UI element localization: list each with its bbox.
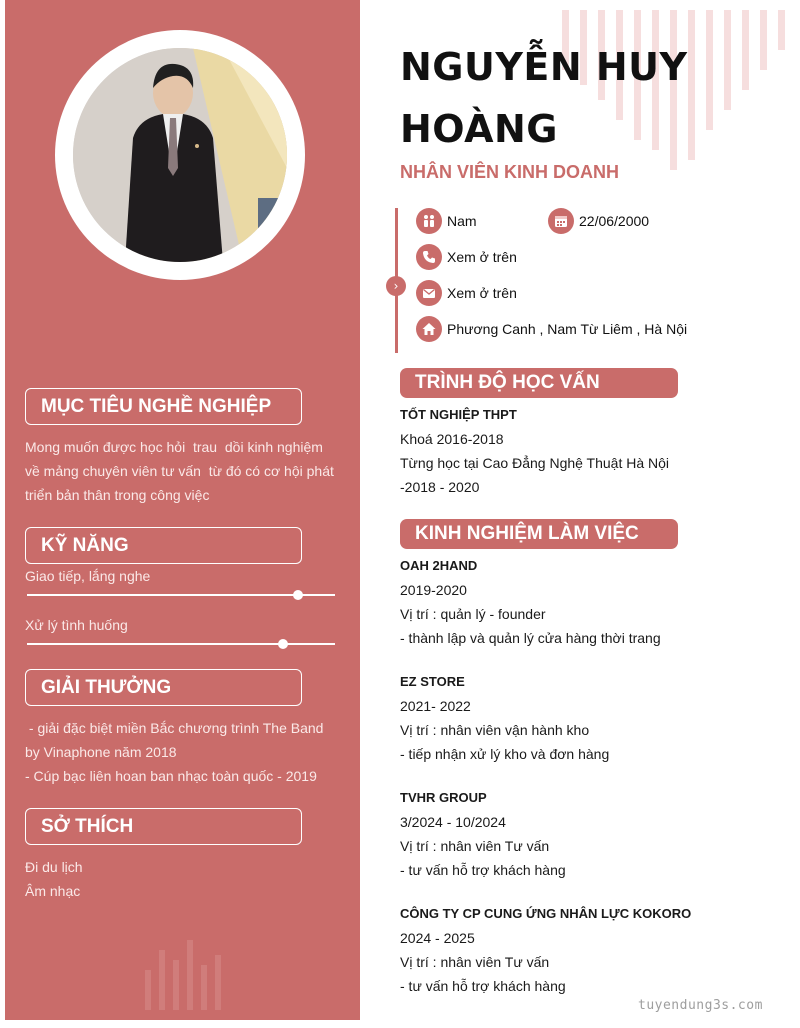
gender-icon bbox=[416, 208, 442, 234]
job-period: 2021- 2022 bbox=[400, 698, 471, 714]
experience-title: KINH NGHIỆM LÀM VIỆC bbox=[400, 519, 678, 549]
education-line: -2018 - 2020 bbox=[400, 479, 480, 495]
gender-value: Nam bbox=[447, 213, 477, 229]
phone-info bbox=[416, 244, 517, 270]
job-entry bbox=[400, 902, 691, 998]
job-desc: - thành lập và quản lý cửa hàng thời trang bbox=[400, 630, 661, 646]
awards-text bbox=[25, 716, 340, 788]
name-line: NGUYỄN HUY bbox=[400, 45, 688, 89]
address-info bbox=[416, 316, 687, 342]
hobbies-text bbox=[25, 855, 340, 903]
email-value: Xem ở trên bbox=[447, 285, 517, 301]
address-value: Phương Canh , Nam Từ Liêm , Hà Nội bbox=[447, 321, 688, 337]
education-line: Từng học tại Cao Đẳng Nghệ Thuật Hà Nội bbox=[400, 455, 670, 471]
job-entry bbox=[400, 786, 566, 882]
phone-icon bbox=[416, 244, 442, 270]
job-company: EZ STORE bbox=[400, 674, 465, 689]
person-name bbox=[400, 36, 688, 160]
job-desc: - tư vấn hỗ trợ khách hàng bbox=[400, 978, 566, 994]
job-role: Vị trí : quản lý - founder bbox=[400, 606, 546, 622]
hobby-item: Đi du lịch bbox=[25, 859, 83, 875]
education-title: TRÌNH ĐỘ HỌC VẤN bbox=[400, 368, 678, 398]
envelope-icon bbox=[416, 280, 442, 306]
job-period: 2024 - 2025 bbox=[400, 930, 475, 946]
skill-label: Giao tiếp, lắng nghe bbox=[25, 568, 151, 584]
sidebar bbox=[5, 0, 360, 1020]
avatar bbox=[73, 48, 287, 262]
job-role: Vị trí : nhân viên Tư vấn bbox=[400, 954, 550, 970]
job-role: Vị trí : nhân viên Tư vấn bbox=[400, 838, 550, 854]
home-icon bbox=[416, 316, 442, 342]
skill-bar bbox=[27, 643, 335, 645]
phone-value: Xem ở trên bbox=[447, 249, 517, 265]
birthdate-value: 22/06/2000 bbox=[579, 213, 650, 229]
job-entry bbox=[400, 670, 609, 766]
objective-text bbox=[25, 435, 340, 507]
calendar-icon bbox=[548, 208, 574, 234]
award-line: - Cúp bạc liên hoan ban nhạc toàn quốc - 2019 bbox=[25, 768, 317, 784]
awards-title: GIẢI THƯỞNG bbox=[25, 669, 302, 706]
education-line: Khoá 2016-2018 bbox=[400, 431, 504, 447]
job-company: CÔNG TY CP CUNG ỨNG NHÂN LỰC KOKORO bbox=[400, 906, 692, 921]
award-line: by Vinaphone năm 2018 bbox=[25, 744, 177, 760]
objective-title: MỤC TIÊU NGHỀ NGHIỆP bbox=[25, 388, 302, 425]
decorative-bars bbox=[145, 940, 235, 1010]
hobbies-title: SỞ THÍCH bbox=[25, 808, 302, 845]
skill-label: Xử lý tình huống bbox=[25, 617, 128, 633]
skills-title: KỸ NĂNG bbox=[25, 527, 302, 564]
name-line: HOÀNG bbox=[400, 107, 558, 151]
education-head: TỐT NGHIỆP THPT bbox=[400, 407, 517, 422]
job-period: 3/2024 - 10/2024 bbox=[400, 814, 506, 830]
gender-info bbox=[416, 208, 477, 234]
job-desc: - tiếp nhận xử lý kho và đơn hàng bbox=[400, 746, 610, 762]
watermark: tuyendung3s.com bbox=[638, 998, 763, 1013]
chevron-right-icon: › bbox=[386, 276, 406, 296]
skill-level-knob bbox=[293, 590, 303, 600]
award-line: - giải đặc biệt miền Bắc chương trình The Band bbox=[25, 720, 324, 736]
job-company: TVHR GROUP bbox=[400, 790, 487, 805]
job-entry bbox=[400, 554, 661, 650]
job-period: 2019-2020 bbox=[400, 582, 467, 598]
objective-line: triển bản thân trong công việc bbox=[25, 487, 210, 503]
job-role: Vị trí : nhân viên vận hành kho bbox=[400, 722, 590, 738]
skill-bar bbox=[27, 594, 335, 596]
education-block bbox=[400, 403, 669, 499]
hobby-item: Âm nhạc bbox=[25, 883, 81, 899]
email-info bbox=[416, 280, 517, 306]
objective-line: Mong muốn được học hỏi trau dồi kinh nghiệm bbox=[25, 439, 323, 455]
job-desc: - tư vấn hỗ trợ khách hàng bbox=[400, 862, 566, 878]
skill-level-knob bbox=[278, 639, 288, 649]
job-company: OAH 2HAND bbox=[400, 558, 478, 573]
objective-line: về mảng chuyên viên tư vấn từ đó có cơ hội phát bbox=[25, 463, 334, 479]
job-title: NHÂN VIÊN KINH DOANH bbox=[400, 162, 620, 182]
birthdate-info bbox=[548, 208, 649, 234]
